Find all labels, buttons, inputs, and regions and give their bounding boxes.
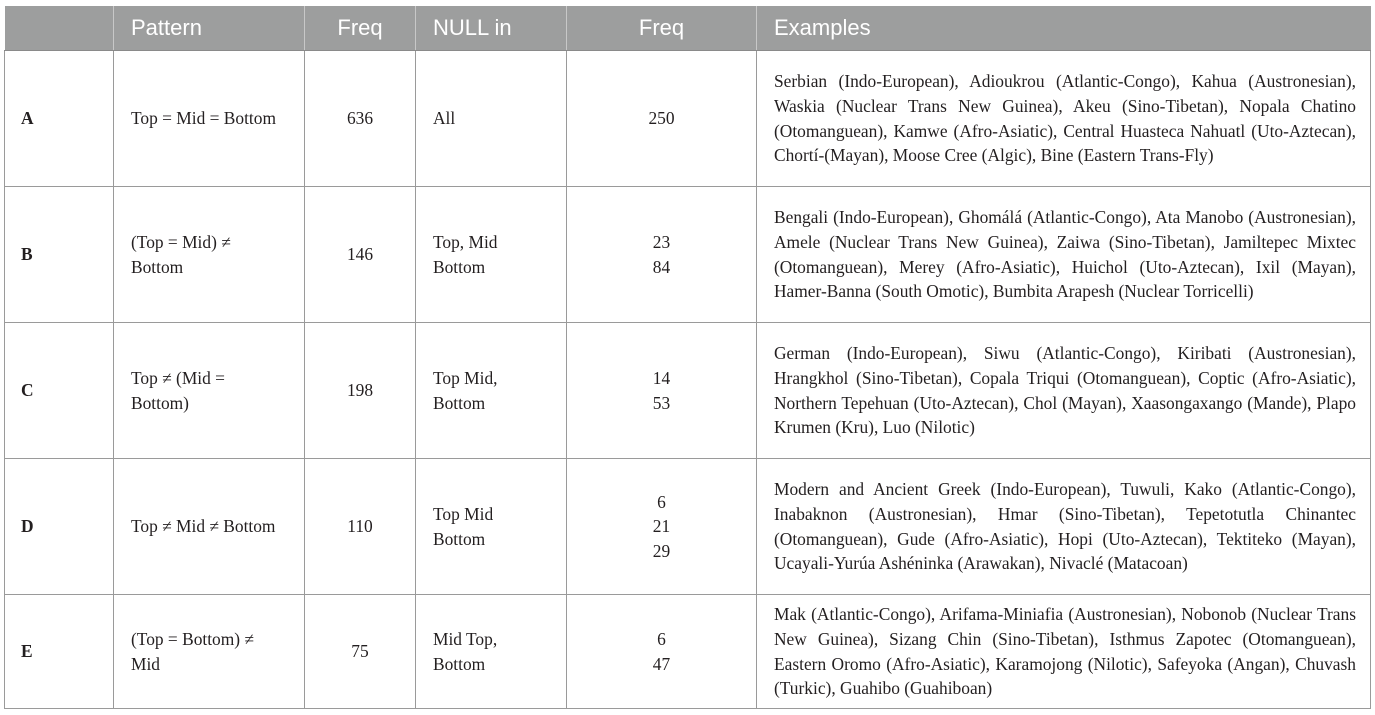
row-null-freq bbox=[567, 595, 757, 709]
table-row bbox=[5, 459, 1371, 595]
row-null-freq bbox=[567, 323, 757, 459]
row-freq: 75 bbox=[305, 595, 416, 709]
null-in-line: Mid Top, bbox=[433, 628, 498, 649]
null-freq-value: 21 bbox=[652, 516, 671, 537]
row-examples: German (Indo-European), Siwu (Atlantic-Congo), Kiribati (Austronesian), Hrangkhol (Sino-Tibetan), Copala Triqui (Otomanguean), Coptic (Afro-Asiatic), Northern Tepehuan (Uto-Aztecan), Chol (Mayan), Xaasongaxango (Mande), Plapo Krumen (Kru), Luo (Nilotic) bbox=[757, 323, 1371, 459]
table-row bbox=[5, 187, 1371, 323]
table-header bbox=[5, 6, 1371, 51]
null-in-line: Bottom bbox=[433, 256, 486, 277]
row-examples: Serbian (Indo-European), Adioukrou (Atlantic-Congo), Kahua (Austronesian), Waskia (Nuclear Trans New Guinea), Akeu (Sino-Tibetan), Nopala Chatino (Otomanguean), Kamwe (Afro-Asiatic), Central Huasteca Nahuatl (Uto-Aztecan), Chortí-(Mayan), Moose Cree (Algic), Bine (Eastern Trans-Fly) bbox=[757, 51, 1371, 187]
null-freq-value: 84 bbox=[652, 256, 671, 277]
row-freq: 198 bbox=[305, 323, 416, 459]
null-in-line: Bottom bbox=[433, 653, 486, 674]
row-examples: Bengali (Indo-European), Ghomálá (Atlantic-Congo), Ata Manobo (Austronesian), Amele (Nuclear Trans New Guinea), Zaiwa (Sino-Tibetan), Jamiltepec Mixtec (Otomanguean), Merey (Afro-Asiatic), Huichol (Uto-Aztecan), Ixil (Mayan), Hamer-Banna (South Omotic), Bumbita Arapesh (Nuclear Torricelli) bbox=[757, 187, 1371, 323]
null-in-line: Top Mid bbox=[433, 503, 494, 524]
row-pattern: Top = Mid = Bottom bbox=[114, 51, 305, 187]
table-body bbox=[5, 51, 1371, 709]
row-freq: 636 bbox=[305, 51, 416, 187]
row-freq: 110 bbox=[305, 459, 416, 595]
null-freq-value: 6 bbox=[657, 491, 666, 512]
patterns-table bbox=[4, 6, 1371, 709]
row-null-in bbox=[416, 459, 567, 595]
row-freq: 146 bbox=[305, 187, 416, 323]
null-freq-value: 6 bbox=[657, 628, 666, 649]
table-row bbox=[5, 323, 1371, 459]
header-null-freq: Freq bbox=[567, 6, 757, 51]
null-freq-value: 14 bbox=[652, 367, 671, 388]
null-freq-value: 250 bbox=[648, 108, 675, 129]
row-null-freq bbox=[567, 187, 757, 323]
null-freq-value: 47 bbox=[652, 653, 671, 674]
null-freq-value: 23 bbox=[652, 231, 671, 252]
null-in-line: Top, Mid bbox=[433, 231, 498, 252]
header-freq: Freq bbox=[305, 6, 416, 51]
header-pattern: Pattern bbox=[114, 6, 305, 51]
null-freq-value: 53 bbox=[652, 392, 671, 413]
null-in-line: Bottom bbox=[433, 528, 486, 549]
row-label: E bbox=[5, 595, 114, 709]
header-examples: Examples bbox=[757, 6, 1371, 51]
row-null-in bbox=[416, 595, 567, 709]
row-pattern: Top ≠ Mid ≠ Bottom bbox=[114, 459, 305, 595]
row-label: D bbox=[5, 459, 114, 595]
null-in-line: Top Mid, bbox=[433, 367, 498, 388]
row-label: B bbox=[5, 187, 114, 323]
row-label: A bbox=[5, 51, 114, 187]
row-null-in bbox=[416, 323, 567, 459]
header-null-in: NULL in bbox=[416, 6, 567, 51]
null-freq-value: 29 bbox=[652, 540, 671, 561]
null-in-line: Bottom bbox=[433, 392, 486, 413]
row-pattern: (Top = Mid) ≠ Bottom bbox=[114, 187, 305, 323]
row-label: C bbox=[5, 323, 114, 459]
header-label bbox=[5, 6, 114, 51]
row-null-freq bbox=[567, 459, 757, 595]
null-in-line: All bbox=[433, 108, 456, 129]
table-row bbox=[5, 51, 1371, 187]
row-pattern: (Top = Bottom) ≠ Mid bbox=[114, 595, 305, 709]
row-null-freq bbox=[567, 51, 757, 187]
header-row bbox=[5, 6, 1371, 51]
row-examples: Modern and Ancient Greek (Indo-European), Tuwuli, Kako (Atlantic-Congo), Inabaknon (Austronesian), Hmar (Sino-Tibetan), Tepetotutla Chinantec (Otomanguean), Gude (Afro-Asiatic), Hopi (Uto-Aztecan), Tektiteko (Mayan), Ucayali-Yurúa Ashéninka (Arawakan), Nivaclé (Matacoan) bbox=[757, 459, 1371, 595]
row-examples: Mak (Atlantic-Congo), Arifama-Miniafia (Austronesian), Nobonob (Nuclear Trans New Guinea), Sizang Chin (Sino-Tibetan), Isthmus Zapotec (Otomanguean), Eastern Oromo (Afro-Asiatic), Karamojong (Nilotic), Safeyoka (Angan), Chuvash (Turkic), Guahibo (Guahiboan) bbox=[757, 595, 1371, 709]
row-null-in bbox=[416, 51, 567, 187]
row-null-in bbox=[416, 187, 567, 323]
table-row bbox=[5, 595, 1371, 709]
row-pattern: Top ≠ (Mid = Bottom) bbox=[114, 323, 305, 459]
